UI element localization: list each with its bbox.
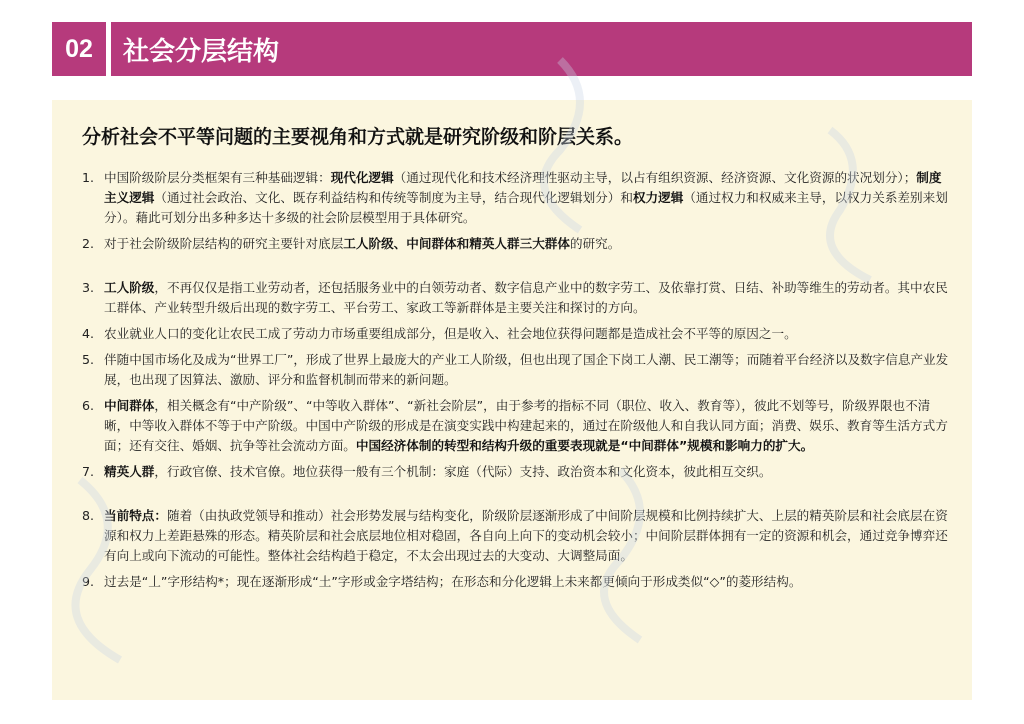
item-text: [104, 396, 952, 456]
item-text: [104, 168, 952, 228]
list-item: [82, 234, 952, 254]
emphasis-text: 现代化逻辑: [330, 170, 394, 185]
item-number: 6.: [82, 398, 95, 413]
list-item: [82, 462, 952, 482]
item-text: [104, 324, 952, 344]
body-text: 伴随中国市场化及成为“世界工厂”，形成了世界上最庞大的产业工人阶级，但也出现了国企下岗工人潮、民工潮等；而随着平台经济以及数字信息产业发展，也出现了因算法、激励、评分和监督机制而带来的新问题。: [104, 352, 949, 387]
emphasis-text: 工人阶级: [104, 280, 155, 295]
item-text: [104, 462, 952, 482]
list-item: [82, 506, 952, 566]
body-text: （通过权力和权威来主导，以权力关系差别来划分）。藉此可划分出多种多达十多级的社会阶层模型用于具体研究。: [104, 190, 948, 225]
lead-heading: 分析社会不平等问题的主要视角和方式就是研究阶级和阶层关系。: [82, 126, 634, 148]
item-number: 2.: [82, 236, 95, 251]
emphasis-text: 精英人群: [104, 464, 155, 479]
emphasis-text: 当前特点：: [104, 508, 167, 523]
body-text: ，相关概念有“中产阶级”、“中等收入群体”、“新社会阶层”，由于参考的指标不同（职位、收入、教育等），彼此不划等号，阶级界限也不清晰，中等收入群体不等于中产阶级。中国中产阶级的形成是在演变实践中构建起来的，通过在阶级他人和自我认同方面；消费、娱乐、教育等生活方式方面；还有交往、婚姻、抗争等社会流动方面。: [104, 398, 948, 453]
body-text: （通过现代化和技术经济理性驱动主导，以占有组织资源、经济资源、文化资源的状况划分）；: [393, 170, 917, 185]
content-panel: [52, 100, 972, 700]
emphasis-text: 制度主义逻辑: [104, 170, 942, 205]
emphasis-text: 中国经济体制的转型和结构升级的重要表现就是“中间群体”规模和影响力的扩大。: [355, 438, 814, 453]
list-item: [82, 168, 952, 228]
item-number: 9.: [82, 574, 95, 589]
section-title: 社会分层结构: [111, 22, 972, 76]
body-text: ，行政官僚、技术官僚。地位获得一般有三个机制：家庭（代际）支持、政治资本和文化资本，彼此相互交织。: [154, 464, 772, 479]
section-header: [52, 22, 972, 76]
body-text: ，不再仅仅是指工业劳动者，还包括服务业中的白领劳动者、数字信息产业中的数字劳工、及依靠打赏、日结、补助等维生的劳动者。其中农民工群体、产业转型升级后出现的数字劳工、平台劳工、家政工等新群体是主要关注和探讨的方向。: [104, 280, 948, 315]
item-text: [104, 278, 952, 318]
list-item: [82, 350, 952, 390]
list-item: [82, 324, 952, 344]
item-number: 8.: [82, 508, 95, 523]
emphasis-text: 权力逻辑: [632, 190, 684, 205]
body-text: 的研究。: [569, 236, 621, 251]
item-number: 4.: [82, 326, 95, 341]
item-number: 5.: [82, 352, 95, 367]
body-text: （通过社会政治、文化、既存利益结构和传统等制度为主导，结合现代化逻辑划分）和: [154, 190, 633, 205]
body-text: 农业就业人口的变化让农民工成了劳动力市场重要组成部分，但是收入、社会地位获得问题都是造成社会不平等的原因之一。: [104, 326, 797, 341]
body-text: 中国阶级阶层分类框架有三种基础逻辑：: [104, 170, 331, 185]
point-list: [82, 168, 952, 592]
body-text: 对于社会阶级阶层结构的研究主要针对底层: [104, 236, 344, 251]
list-item: [82, 396, 952, 456]
body-text: 随着（由执政党领导和推动）社会形势发展与结构变化，阶级阶层逐渐形成了中间阶层规模和比例持续扩大、上层的精英阶层和社会底层在资源和权力上差距悬殊的形态。精英阶层和社会底层地位相对稳固，各自向上向下的变动机会较小；中间阶层群体拥有一定的资源和机会，通过竞争博弈还有向上或向下流动的可能性。整体社会结构趋于稳定，不太会出现过去的大变动、大调整局面。: [104, 508, 948, 563]
item-text: [104, 350, 952, 390]
emphasis-text: 中间群体: [104, 398, 155, 413]
section-number: 02: [52, 22, 106, 76]
item-number: 7.: [82, 464, 95, 479]
item-text: [104, 572, 952, 592]
body-text: 过去是“丄”字形结构*；现在逐渐形成“土”字形或金字塔结构；在形态和分化逻辑上未来都更倾向于形成类似“◇”的菱形结构。: [104, 574, 802, 589]
item-number: 1.: [82, 170, 95, 185]
list-item: [82, 278, 952, 318]
emphasis-text: 工人阶级、中间群体和精英人群三大群体: [343, 236, 570, 251]
list-item: [82, 572, 952, 592]
item-number: 3.: [82, 280, 95, 295]
item-text: [104, 506, 952, 566]
item-text: [104, 234, 952, 254]
